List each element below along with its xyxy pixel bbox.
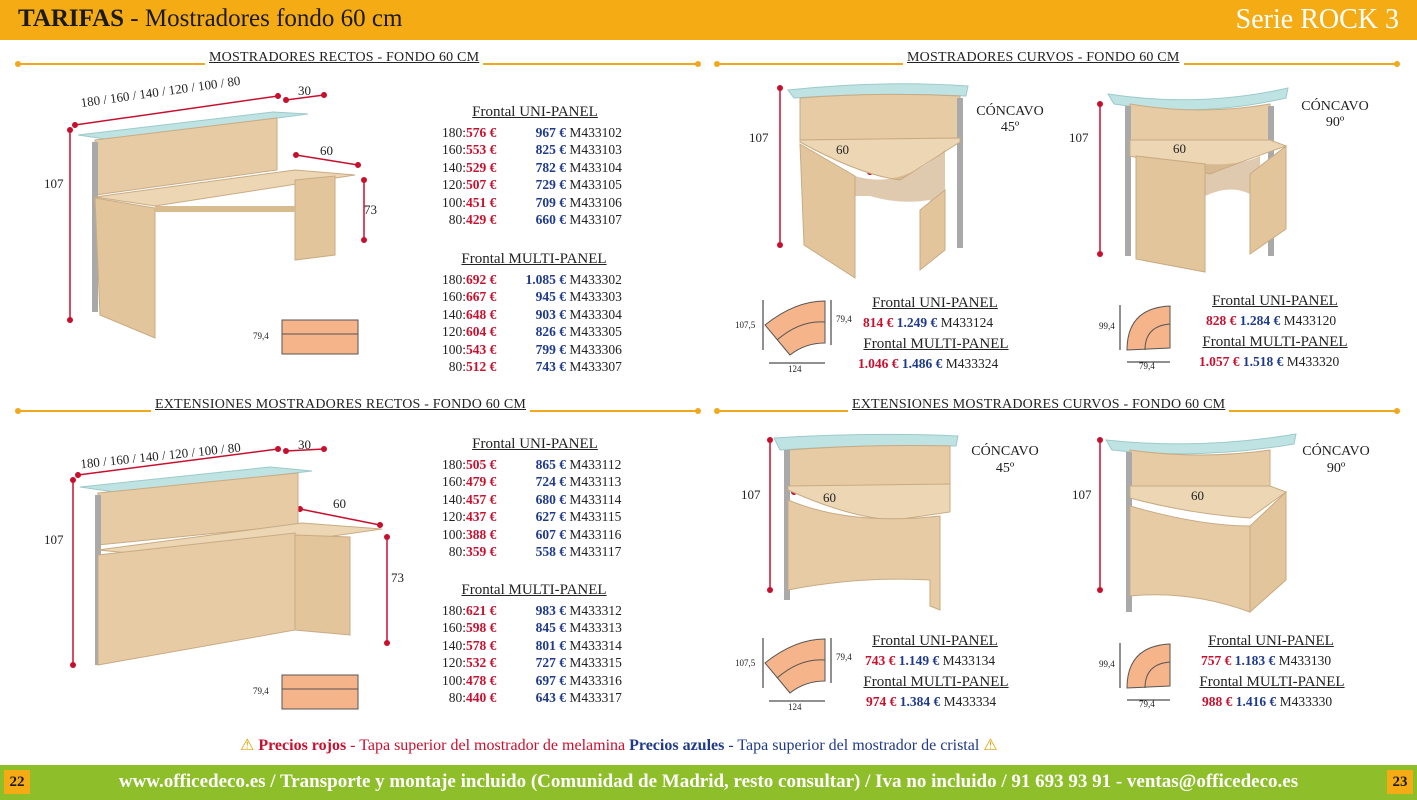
curved-ext-90-uni-price: 757 € 1.183 € M433130 [1201,653,1332,668]
melamine-price: 576 € [466,125,497,140]
plan-dimension: 124 [788,364,802,374]
price-row [432,508,621,525]
price-row [432,341,622,358]
curved-45-uni-price: 814 € 1.249 € M433124 [863,315,994,330]
size-label: 140: [441,491,466,507]
melamine-price: 692 € [466,272,497,287]
price-row [432,306,622,323]
melamine-price: 621 € [466,603,497,618]
melamine-price: 648 € [466,306,497,322]
melamine-price: 437 € [466,509,497,525]
plan-straight-icon [280,673,360,713]
uni-panel-title: Frontal UNI-PANEL [472,436,598,452]
desk-height-dimension: 73 [391,570,404,585]
size-label: 180: [441,272,466,287]
glass-price: 729 € [535,177,566,193]
glass-price: 1.085 € [525,272,566,287]
curved-ext-45-illustration [760,430,960,630]
price-row [432,176,622,193]
price-row [432,543,621,560]
concave-label: CÓNCAVO [1302,444,1370,459]
melamine-price: 388 € [466,526,497,542]
product-code: M433114 [566,491,622,507]
multi-panel-title: Frontal MULTI-PANEL [1202,334,1348,350]
size-label: 160: [441,620,466,636]
angle-label: 90º [1326,461,1346,476]
product-code: M433302 [566,272,622,287]
uni-panel-title: Frontal UNI-PANEL [872,295,998,311]
section-title-curved: MOSTRADORES CURVOS - FONDO 60 CM [903,50,1184,66]
depth-top-dimension: 30 [298,83,311,98]
glass-price: 983 € [535,603,566,618]
plan-dimension: 79,4 [253,686,269,696]
size-label: 80: [448,359,466,375]
glass-price: 724 € [535,474,566,490]
size-label: 180: [441,457,466,472]
section-title-straight-ext: EXTENSIONES MOSTRADORES RECTOS - FONDO 60 CM [151,397,530,413]
section-title-straight: MOSTRADORES RECTOS - FONDO 60 CM [205,50,483,66]
page-title: TARIFAS - Mostradores fondo 60 cm [18,5,403,32]
multi-panel-title: Frontal MULTI-PANEL [1199,674,1345,690]
glass-price: 782 € [535,159,566,175]
price-row [432,491,621,508]
height-dimension: 107 [44,176,64,191]
plan-dimension: 107,5 [735,658,756,668]
curved-ext-90-illustration [1090,430,1290,630]
height-dimension: 107 [749,130,769,145]
angle-label: 90º [1325,115,1345,130]
size-label: 100: [441,341,466,357]
height-dimension: 107 [1069,130,1089,145]
depth-dimension: 60 [333,496,346,511]
melamine-price: 478 € [466,672,497,688]
product-code: M433315 [566,655,622,671]
footer-contact-link[interactable]: www.officedeco.es / Transporte y montaje incluido (Comunidad de Madrid, resto consultar) / Iva no incluido / 91 693 93 91 - ventas@officedeco.es [118,771,1299,792]
product-code: M433106 [566,194,622,210]
product-code: M433306 [566,341,622,357]
glass-price: 727 € [535,655,566,671]
melamine-price: 667 € [466,289,497,305]
size-label: 160: [441,142,466,158]
straight-multi-prices [432,271,622,375]
melamine-price: 505 € [466,457,497,472]
price-row [432,473,621,490]
curved-45-multi-price: 1.046 € 1.486 € M433324 [858,356,999,371]
depth-dimension: 60 [320,143,333,158]
melamine-price: 359 € [466,544,497,560]
product-code: M433317 [566,690,622,706]
product-code: M433107 [566,212,622,228]
price-row [432,456,621,473]
price-row [432,141,622,158]
melamine-price: 507 € [466,177,497,193]
price-row [432,619,622,636]
concave-label: CÓNCAVO [971,444,1039,459]
straight-ext-multi-prices [432,602,622,706]
product-code: M433312 [566,603,622,618]
multi-panel-title: Frontal MULTI-PANEL [461,251,607,267]
multi-panel-title: Frontal MULTI-PANEL [863,674,1009,690]
glass-price: 945 € [535,289,566,305]
curved-ext-90-multi-price: 988 € 1.416 € M433330 [1202,694,1333,709]
price-row [432,194,622,211]
melamine-price: 532 € [466,655,497,671]
depth-dimension: 60 [1191,488,1204,503]
straight-ext-uni-prices [432,456,621,560]
depth-dimension: 60 [836,142,849,157]
glass-price: 743 € [535,359,566,375]
series-title: Serie ROCK 3 [1235,4,1399,35]
plan-dimension: 79,4 [836,314,852,324]
glass-price: 643 € [535,690,566,706]
product-code: M433307 [566,359,622,375]
product-code: M433304 [566,306,622,322]
price-row [432,689,622,706]
angle-label: 45º [995,461,1015,476]
glass-price: 845 € [535,620,566,636]
height-dimension: 107 [44,532,64,547]
warning-icon: ⚠ [983,737,998,754]
plan-dimension: 79,4 [1139,699,1155,709]
size-label: 120: [441,177,466,193]
product-code: M433113 [566,474,622,490]
size-label: 100: [441,526,466,542]
concave-label: CÓNCAVO [1301,99,1369,114]
melamine-price: 543 € [466,341,497,357]
glass-price: 865 € [535,457,566,472]
plan-dimension: 99,4 [1099,321,1115,331]
price-row [432,323,622,340]
uni-panel-title: Frontal UNI-PANEL [1208,633,1334,649]
straight-uni-prices [432,124,622,228]
glass-price: 825 € [535,142,566,158]
height-dimension: 107 [1072,487,1092,502]
glass-price: 826 € [535,324,566,340]
curved-ext-45-uni-price: 743 € 1.149 € M433134 [865,653,996,668]
price-row [432,159,622,176]
multi-panel-title: Frontal MULTI-PANEL [863,336,1009,352]
plan-dimension: 107,5 [735,320,756,330]
plan-dimension: 79,4 [1139,361,1155,371]
size-label: 120: [441,509,466,525]
size-label: 140: [441,159,466,175]
plan-dimension: 79,4 [836,652,852,662]
price-row [432,637,622,654]
width-dimension: 180 / 160 / 140 / 120 / 100 / 80 [79,72,242,111]
melamine-price: 512 € [466,359,497,375]
height-dimension: 107 [741,487,761,502]
product-code: M433313 [566,620,622,636]
melamine-price: 598 € [466,620,497,636]
depth-dimension: 60 [1173,141,1186,156]
page-header [0,0,1417,40]
product-code: M433102 [566,125,622,140]
price-row [432,672,622,689]
multi-panel-title: Frontal MULTI-PANEL [461,582,607,598]
warning-icon: ⚠ [240,737,255,754]
glass-price: 967 € [535,125,566,140]
product-code: M433305 [566,324,622,340]
product-code: M433316 [566,672,622,688]
glass-price: 709 € [535,194,566,210]
size-label: 140: [441,306,466,322]
size-label: 100: [441,194,466,210]
plan-dimension: 79,4 [253,331,269,341]
page-number-right: 23 [1387,770,1413,794]
plan-dimension: 124 [788,702,802,712]
melamine-price: 479 € [466,474,497,490]
price-row [432,271,622,288]
size-label: 120: [441,655,466,671]
size-label: 80: [448,212,466,228]
melamine-price: 451 € [466,194,497,210]
size-label: 180: [441,125,466,140]
glass-price: 660 € [535,212,566,228]
curved-counter-45-illustration [770,80,970,280]
uni-panel-title: Frontal UNI-PANEL [472,104,598,120]
glass-price: 680 € [535,491,566,507]
price-row [432,288,622,305]
plan-straight-icon [280,318,360,358]
glass-price: 903 € [535,306,566,322]
curved-90-multi-price: 1.057 € 1.518 € M433320 [1199,354,1340,369]
curved-90-uni-price: 828 € 1.284 € M433120 [1206,313,1337,328]
glass-price: 799 € [535,341,566,357]
melamine-price: 429 € [466,212,497,228]
depth-dimension: 60 [823,490,836,505]
price-legend: ⚠ Precios rojos - Tapa superior del mostrador de melamina Precios azules - Tapa superior del mostrador de cristal ⚠ [240,737,998,754]
melamine-price: 604 € [466,324,497,340]
price-row [432,602,622,619]
concave-label: CÓNCAVO [976,104,1044,119]
product-code: M433116 [566,526,622,542]
price-row [432,124,622,141]
product-code: M433314 [566,637,622,653]
glass-price: 627 € [535,509,566,525]
melamine-price: 578 € [466,637,497,653]
product-code: M433303 [566,289,622,305]
depth-top-dimension: 30 [298,437,311,452]
page-number-left: 22 [4,770,30,794]
glass-price: 558 € [535,544,566,560]
product-code: M433103 [566,142,622,158]
price-row [432,654,622,671]
product-code: M433112 [566,457,622,472]
glass-price: 801 € [535,637,566,653]
page-footer [0,765,1417,800]
uni-panel-title: Frontal UNI-PANEL [1212,293,1338,309]
melamine-price: 553 € [466,142,497,158]
product-code: M433104 [566,159,622,175]
size-label: 80: [448,690,466,706]
price-row [432,526,621,543]
size-label: 140: [441,637,466,653]
desk-height-dimension: 73 [364,202,377,217]
curved-ext-45-multi-price: 974 € 1.384 € M433334 [866,694,997,709]
size-label: 160: [441,289,466,305]
size-label: 120: [441,324,466,340]
price-row [432,358,622,375]
size-label: 80: [448,544,466,560]
section-title-curved-ext: EXTENSIONES MOSTRADORES CURVOS - FONDO 60 CM [848,397,1229,413]
product-code: M433105 [566,177,622,193]
size-label: 160: [441,474,466,490]
product-code: M433117 [566,544,622,560]
glass-price: 697 € [535,672,566,688]
melamine-price: 457 € [466,491,497,507]
uni-panel-title: Frontal UNI-PANEL [872,633,998,649]
plan-curved-45-icon [755,633,855,708]
plan-curved-45-icon [755,295,855,370]
size-label: 100: [441,672,466,688]
curved-counter-90-illustration [1090,84,1290,284]
melamine-price: 529 € [466,159,497,175]
product-code: M433115 [566,509,622,525]
price-row [432,211,622,228]
size-label: 180: [441,603,466,618]
width-dimension: 180 / 160 / 140 / 120 / 100 / 80 [79,439,242,472]
plan-dimension: 99,4 [1099,659,1115,669]
straight-counter-illustration [40,80,460,380]
melamine-price: 440 € [466,690,497,706]
glass-price: 607 € [535,526,566,542]
angle-label: 45º [1000,120,1020,135]
